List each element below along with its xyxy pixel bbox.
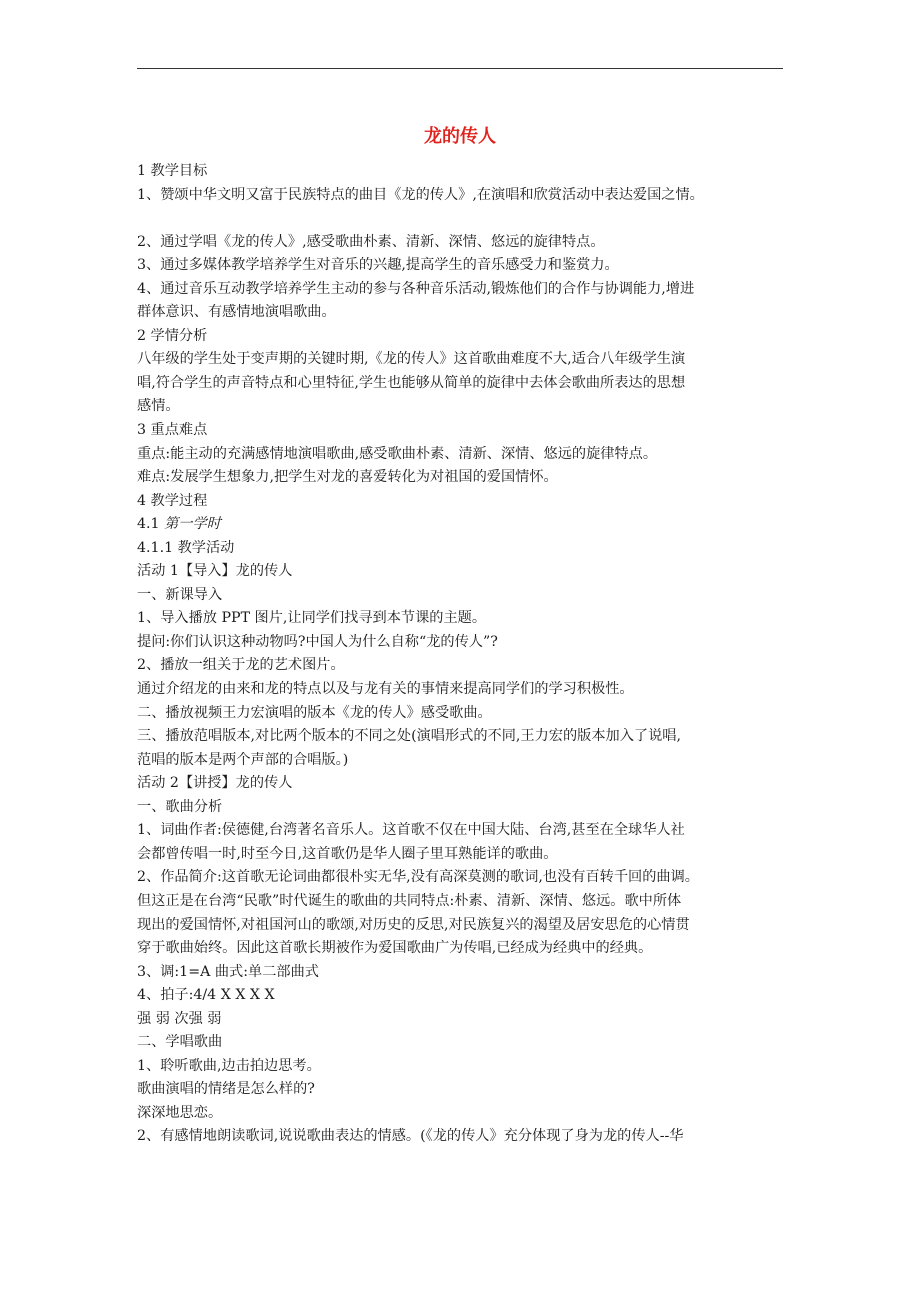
goal-4-line-1: 4、通过音乐互动教学培养学生主动的参与各种音乐活动,锻炼他们的合作与协调能力,增进 — [137, 280, 695, 297]
intro-step-2: 2、播放一组关于龙的艺术图片。 — [137, 657, 345, 674]
goal-2: 2、通过学唱《龙的传人》,感受歌曲朴素、清新、深情、悠远的旋律特点。 — [137, 233, 605, 250]
difficult-point: 难点:发展学生想象力,把学生对龙的喜爱转化为对祖国的爱国情怀。 — [137, 469, 558, 486]
analysis-author-line-2: 会都曾传唱一时,时至今日,这首歌仍是华人圈子里耳熟能详的歌曲。 — [137, 845, 558, 862]
document-body — [137, 160, 785, 1149]
subheading-compare-line-1: 三、播放范唱版本,对比两个版本的不同之处(演唱形式的不同,王力宏的版本加入了说唱, — [137, 728, 682, 745]
subheading-song-analysis: 一、歌曲分析 — [137, 798, 223, 815]
intro-explanation: 通过介绍龙的由来和龙的特点以及与龙有关的事情来提高同学们的学习积极性。 — [137, 681, 634, 698]
learn-step-2: 2、有感情地朗读歌词,说说歌曲表达的情感。(《龙的传人》充分体现了身为龙的传人--华 — [137, 1128, 684, 1145]
goal-4-line-2: 群体意识、有感情地演唱歌曲。 — [137, 304, 336, 321]
section-4-1-number: 4.1 — [137, 516, 165, 533]
blank-line — [137, 207, 785, 231]
subheading-new-lesson: 一、新课导入 — [137, 586, 223, 603]
analysis-line-3: 感情。 — [137, 398, 180, 415]
document-title: 龙的传人 — [424, 126, 496, 147]
header-rule — [137, 68, 783, 69]
subheading-learn-song: 二、学唱歌曲 — [137, 1034, 223, 1051]
heading-section-4-1 — [137, 513, 785, 537]
subheading-compare-line-2: 范唱的版本是两个声部的合唱版。) — [137, 751, 349, 768]
heading-teaching-process: 4 教学过程 — [137, 492, 208, 509]
analysis-meter-stress: 强 弱 次强 弱 — [137, 1010, 222, 1027]
subheading-video: 二、播放视频王力宏演唱的版本《龙的传人》感受歌曲。 — [137, 704, 492, 721]
analysis-line-1: 八年级的学生处于变声期的关键时期,《龙的传人》这首歌曲难度不大,适合八年级学生演 — [137, 351, 686, 368]
key-point: 重点:能主动的充满感情地演唱歌曲,感受歌曲朴素、清新、深情、悠远的旋律特点。 — [137, 445, 658, 462]
analysis-key: 3、调:1=A 曲式:单二部曲式 — [137, 963, 319, 980]
analysis-meter: 4、拍子:4/4 X X X X — [137, 987, 275, 1004]
analysis-line-2: 唱,符合学生的声音特点和心里特征,学生也能够从简单的旋律中去体会歌曲所表达的思想 — [137, 374, 686, 391]
learn-answer: 深深地思恋。 — [137, 1104, 223, 1121]
heading-student-analysis: 2 学情分析 — [137, 327, 208, 344]
intro-step-1: 1、导入播放 PPT 图片,让同学们找寻到本节课的主题。 — [137, 610, 487, 627]
analysis-author-line-1: 1、词曲作者:侯德健,台湾著名音乐人。这首歌不仅在中国大陆、台湾,甚至在全球华人社 — [137, 822, 685, 839]
analysis-work-line-4: 穿于歌曲始终。因此这首歌长期被作为爱国歌曲广为传唱,已经成为经典中的经典。 — [137, 940, 653, 957]
goal-3: 3、通过多媒体教学培养学生对音乐的兴趣,提高学生的音乐感受力和鉴赏力。 — [137, 257, 619, 274]
activity-1-title: 活动 1【导入】龙的传人 — [137, 563, 293, 580]
analysis-work-line-3: 现出的爱国情怀,对祖国河山的歌颂,对历史的反思,对民族复兴的渴望及居安思危的心情贯 — [137, 916, 690, 933]
intro-question: 提问:你们认识这种动物吗?中国人为什么自称“龙的传人”? — [137, 633, 498, 650]
activity-2-title: 活动 2【讲授】龙的传人 — [137, 775, 293, 792]
heading-key-points: 3 重点难点 — [137, 422, 208, 439]
goal-1: 1、赞颂中华文明又富于民族特点的曲目《龙的传人》,在演唱和欣赏活动中表达爱国之情。 — [137, 186, 704, 203]
learn-step-1: 1、聆听歌曲,边击拍边思考。 — [137, 1057, 321, 1074]
heading-section-4-1-1: 4.1.1 教学活动 — [137, 539, 235, 556]
analysis-work-line-2: 但这正是在台湾“民歌”时代诞生的歌曲的共同特点:朴素、清新、深情、悠远。歌中所体 — [137, 892, 682, 909]
analysis-work-line-1: 2、作品简介:这首歌无论词曲都很朴实无华,没有高深莫测的歌词,也没有百转千回的曲调。 — [137, 869, 699, 886]
heading-teaching-goals: 1 教学目标 — [137, 163, 208, 179]
section-4-1-title: 第一学时 — [164, 516, 221, 533]
learn-question: 歌曲演唱的情绪是怎么样的? — [137, 1081, 315, 1098]
